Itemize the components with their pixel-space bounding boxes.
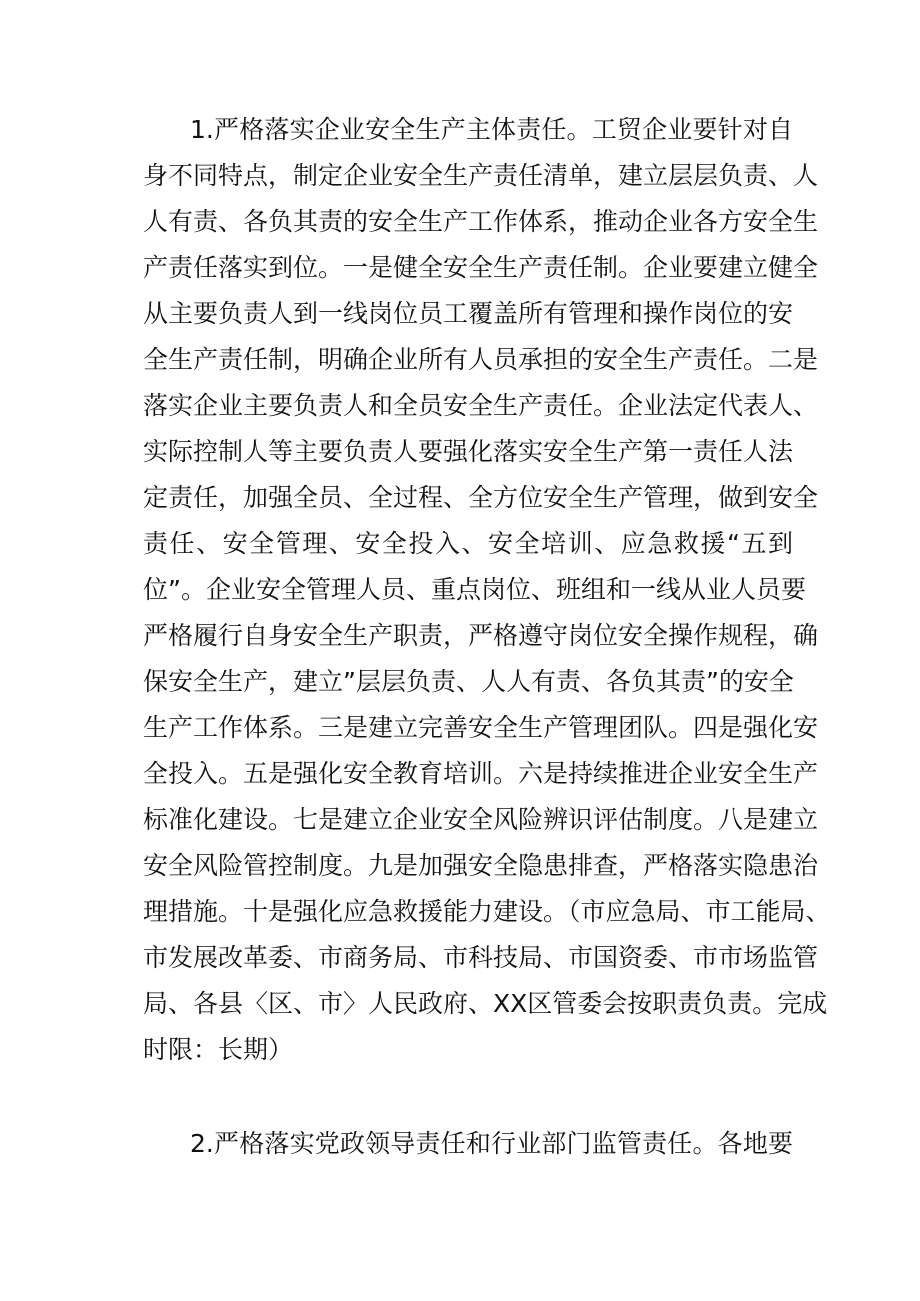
paragraph-1-line-5: 从主要负责人到一线岗位员工覆盖所有管理和操作岗位的安 bbox=[143, 299, 794, 328]
paragraph-1-line-4: 产责任落实到位。一是健全安全生产责任制。企业要建立健全 bbox=[143, 253, 819, 282]
paragraph-1-line-17: 安全风险管控制度。九是加强安全隐患排查，严格落实隐患治 bbox=[143, 851, 819, 880]
paragraph-1-line-2: 身不同特点，制定企业安全生产责任清单，建立层层负责、人 bbox=[143, 161, 819, 190]
paragraph-1-line-10: 责任、安全管理、安全投入、安全培训、应急救援“五到 bbox=[143, 529, 793, 558]
paragraph-1-line-15: 全投入。五是强化安全教育培训。六是持续推进企业安全生产 bbox=[143, 759, 819, 788]
paragraph-1-line-3: 人有责、各负其责的安全生产工作体系，推动企业各方安全生 bbox=[143, 207, 819, 236]
paragraph-1-line-7: 落实企业主要负责人和全员安全生产责任。企业法定代表人、 bbox=[143, 391, 819, 420]
paragraph-1-line-19: 市发展改革委、市商务局、市科技局、市国资委、市市场监管 bbox=[143, 943, 819, 972]
paragraph-1-line-14: 生产工作体系。三是建立完善安全生产管理团队。四是强化安 bbox=[143, 713, 819, 742]
paragraph-1-line-18: 理措施。十是强化应急救援能力建设。（市应急局、市工能局、 bbox=[143, 897, 831, 926]
paragraph-1-line-20: 局、各县〈区、市〉人民政府、XX区管委会按职责负责。完成 bbox=[143, 989, 828, 1018]
paragraph-1-line-16: 标准化建设。七是建立企业安全风险辨识评估制度。八是建立 bbox=[143, 805, 819, 834]
paragraph-2-line-1: 2.严格落实党政领导责任和行业部门监管责任。各地要 bbox=[190, 1129, 793, 1158]
paragraph-1-line-1: 1.严格落实企业安全生产主体责任。工贸企业要针对自 bbox=[190, 115, 793, 144]
paragraph-1-line-6: 全生产责任制，明确企业所有人员承担的安全生产责任。二是 bbox=[143, 345, 819, 374]
paragraph-1-line-9: 定责任，加强全员、全过程、全方位安全生产管理，做到安全 bbox=[143, 483, 819, 512]
paragraph-1-line-12: 严格履行自身安全生产职责，严格遵守岗位安全操作规程，确 bbox=[143, 621, 819, 650]
paragraph-1-line-8: 实际控制人等主要负责人要强化落实安全生产第一责任人法 bbox=[143, 437, 794, 466]
paragraph-1-line-13: 保安全生产，建立”层层负责、人人有责、各负其责”的安全 bbox=[143, 667, 794, 696]
paragraph-1-line-21: 时限：长期） bbox=[143, 1035, 294, 1064]
paragraph-1-line-11: 位”。企业安全管理人员、重点岗位、班组和一线从业人员要 bbox=[143, 575, 806, 604]
